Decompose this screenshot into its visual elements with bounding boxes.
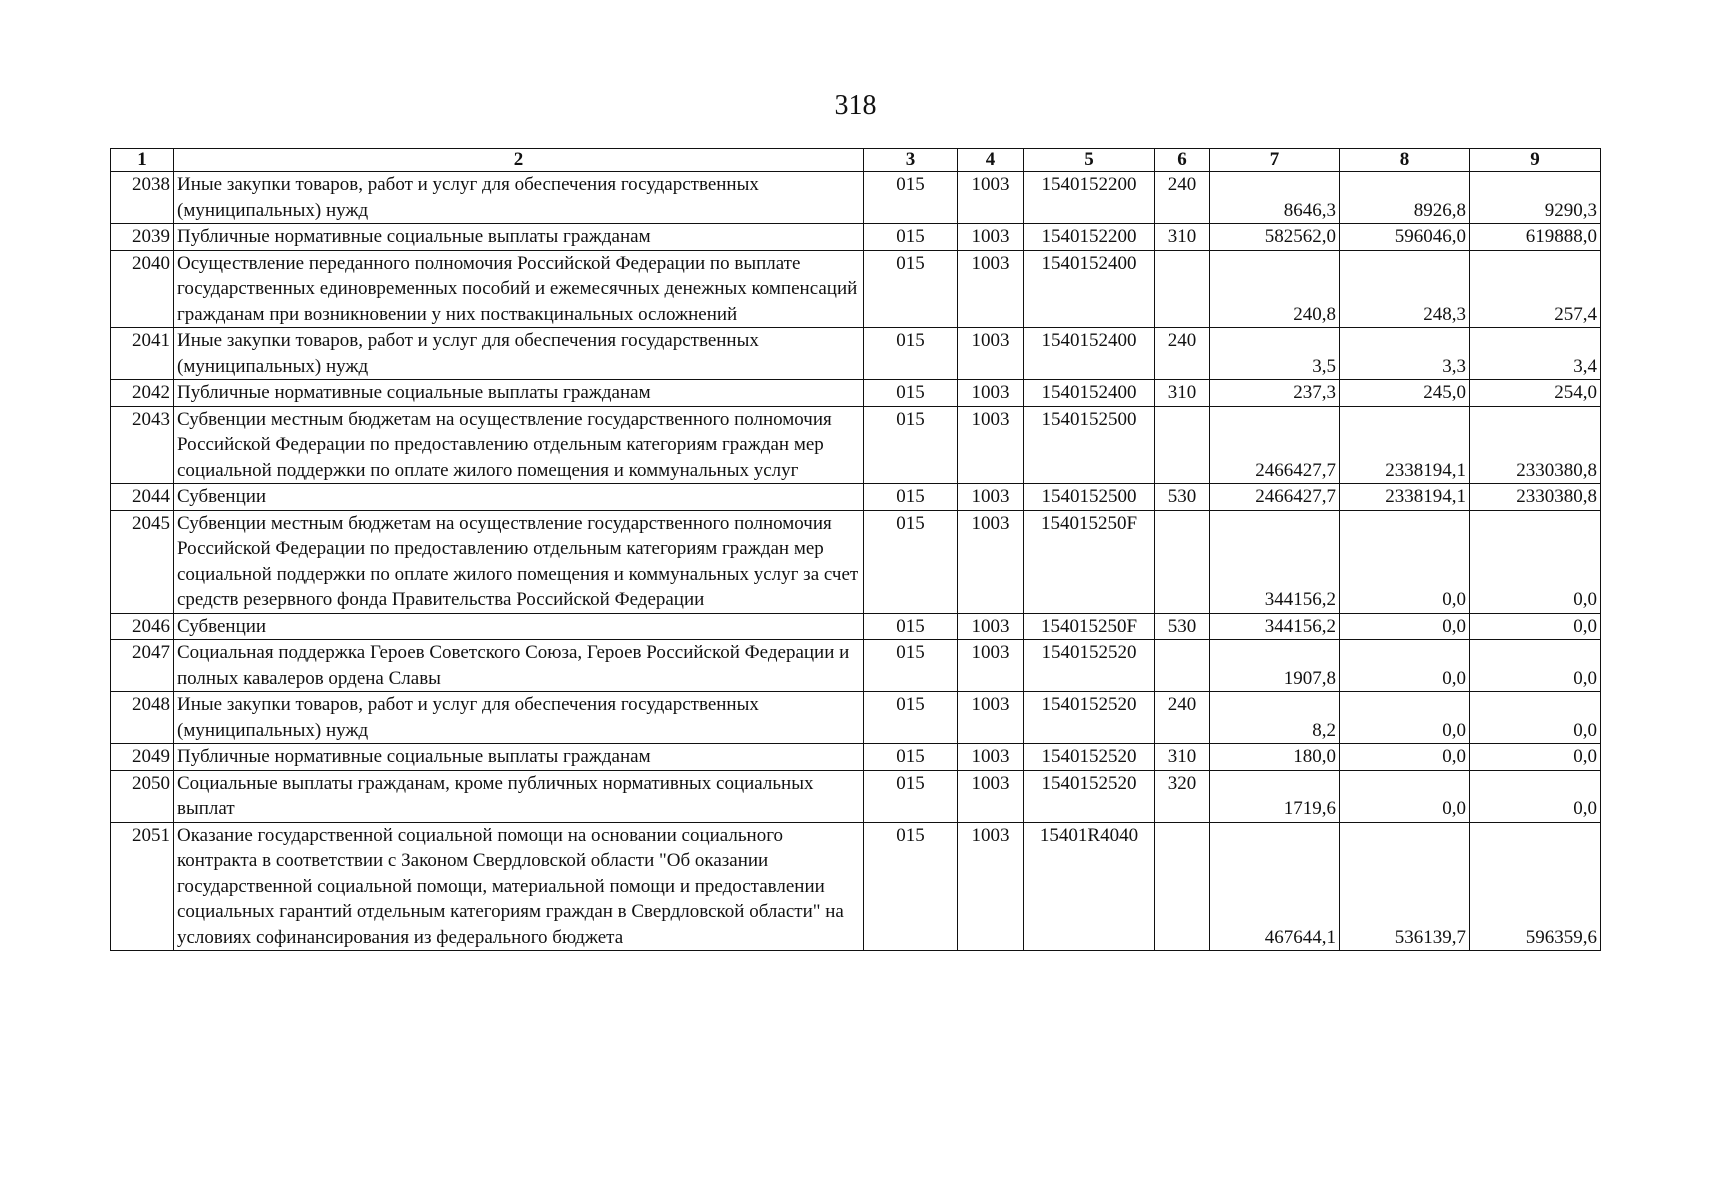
row-name: Субвенции xyxy=(174,484,864,511)
table-row xyxy=(111,744,1601,771)
column-header: 3 xyxy=(864,149,958,172)
section-code: 1003 xyxy=(958,406,1024,484)
amount-year-2: 245,0 xyxy=(1340,380,1470,407)
amount-year-2: 2338194,1 xyxy=(1340,406,1470,484)
table-row xyxy=(111,692,1601,744)
target-article-code: 1540152520 xyxy=(1024,770,1155,822)
column-header: 1 xyxy=(111,149,174,172)
amount-year-3: 0,0 xyxy=(1470,692,1601,744)
amount-year-2: 0,0 xyxy=(1340,692,1470,744)
table-row xyxy=(111,406,1601,484)
amount-year-1: 3,5 xyxy=(1210,328,1340,380)
section-code: 1003 xyxy=(958,172,1024,224)
target-article-code: 1540152400 xyxy=(1024,250,1155,328)
table-row xyxy=(111,822,1601,951)
table-row xyxy=(111,613,1601,640)
amount-year-1: 1907,8 xyxy=(1210,640,1340,692)
amount-year-2: 0,0 xyxy=(1340,640,1470,692)
ministry-code: 015 xyxy=(864,328,958,380)
expense-type-code xyxy=(1155,822,1210,951)
table-body xyxy=(111,172,1601,951)
expense-type-code: 530 xyxy=(1155,613,1210,640)
amount-year-2: 0,0 xyxy=(1340,770,1470,822)
column-header: 8 xyxy=(1340,149,1470,172)
column-header: 6 xyxy=(1155,149,1210,172)
table-row xyxy=(111,770,1601,822)
row-name: Осуществление переданного полномочия Российской Федерации по выплате государственных единовременных пособий и ежемесячных денежных компенсаций гражданам при возникновении у них поствакцинальных осложнений xyxy=(174,250,864,328)
target-article-code: 154015250F xyxy=(1024,613,1155,640)
table-row xyxy=(111,640,1601,692)
target-article-code: 1540152520 xyxy=(1024,744,1155,771)
row-number: 2044 xyxy=(111,484,174,511)
amount-year-3: 0,0 xyxy=(1470,640,1601,692)
row-number: 2038 xyxy=(111,172,174,224)
expense-type-code xyxy=(1155,640,1210,692)
expense-type-code: 240 xyxy=(1155,692,1210,744)
ministry-code: 015 xyxy=(864,224,958,251)
amount-year-3: 0,0 xyxy=(1470,613,1601,640)
target-article-code: 1540152400 xyxy=(1024,380,1155,407)
row-number: 2051 xyxy=(111,822,174,951)
table-row xyxy=(111,484,1601,511)
table-row xyxy=(111,510,1601,613)
amount-year-3: 0,0 xyxy=(1470,770,1601,822)
amount-year-2: 596046,0 xyxy=(1340,224,1470,251)
target-article-code: 1540152400 xyxy=(1024,328,1155,380)
amount-year-3: 3,4 xyxy=(1470,328,1601,380)
target-article-code: 1540152500 xyxy=(1024,406,1155,484)
ministry-code: 015 xyxy=(864,250,958,328)
amount-year-1: 8646,3 xyxy=(1210,172,1340,224)
section-code: 1003 xyxy=(958,692,1024,744)
amount-year-3: 257,4 xyxy=(1470,250,1601,328)
row-name: Субвенции xyxy=(174,613,864,640)
expense-type-code xyxy=(1155,406,1210,484)
amount-year-2: 2338194,1 xyxy=(1340,484,1470,511)
row-number: 2040 xyxy=(111,250,174,328)
target-article-code: 15401R4040 xyxy=(1024,822,1155,951)
row-name: Иные закупки товаров, работ и услуг для обеспечения государственных (муниципальных) нужд xyxy=(174,692,864,744)
section-code: 1003 xyxy=(958,510,1024,613)
target-article-code: 1540152500 xyxy=(1024,484,1155,511)
amount-year-3: 2330380,8 xyxy=(1470,484,1601,511)
row-number: 2042 xyxy=(111,380,174,407)
target-article-code: 1540152520 xyxy=(1024,640,1155,692)
amount-year-1: 1719,6 xyxy=(1210,770,1340,822)
column-header: 5 xyxy=(1024,149,1155,172)
row-name: Иные закупки товаров, работ и услуг для обеспечения государственных (муниципальных) нужд xyxy=(174,172,864,224)
expense-type-code: 310 xyxy=(1155,744,1210,771)
row-number: 2039 xyxy=(111,224,174,251)
amount-year-1: 2466427,7 xyxy=(1210,406,1340,484)
section-code: 1003 xyxy=(958,770,1024,822)
table-row xyxy=(111,172,1601,224)
ministry-code: 015 xyxy=(864,640,958,692)
table-row xyxy=(111,250,1601,328)
section-code: 1003 xyxy=(958,380,1024,407)
ministry-code: 015 xyxy=(864,692,958,744)
ministry-code: 015 xyxy=(864,406,958,484)
row-name: Оказание государственной социальной помощи на основании социального контракта в соответствии с Законом Свердловской области "Об оказании государственной социальной помощи, материальной помощи и предоставлении социальных гарантий отдельным категориям граждан в Свердловской области" на условиях софинансирования из федерального бюджета xyxy=(174,822,864,951)
row-name: Субвенции местным бюджетам на осуществление государственного полномочия Российской Федерации по предоставлению отдельным категориям граждан мер социальной поддержки по оплате жилого помещения и коммунальных услуг за счет средств резервного фонда Правительства Российской Федерации xyxy=(174,510,864,613)
expense-type-code: 240 xyxy=(1155,172,1210,224)
section-code: 1003 xyxy=(958,224,1024,251)
row-name: Публичные нормативные социальные выплаты гражданам xyxy=(174,224,864,251)
amount-year-1: 8,2 xyxy=(1210,692,1340,744)
amount-year-1: 344156,2 xyxy=(1210,613,1340,640)
target-article-code: 154015250F xyxy=(1024,510,1155,613)
target-article-code: 1540152200 xyxy=(1024,172,1155,224)
row-number: 2050 xyxy=(111,770,174,822)
target-article-code: 1540152520 xyxy=(1024,692,1155,744)
amount-year-2: 0,0 xyxy=(1340,744,1470,771)
amount-year-2: 0,0 xyxy=(1340,613,1470,640)
section-code: 1003 xyxy=(958,822,1024,951)
row-number: 2049 xyxy=(111,744,174,771)
amount-year-3: 619888,0 xyxy=(1470,224,1601,251)
table-row xyxy=(111,328,1601,380)
row-number: 2048 xyxy=(111,692,174,744)
section-code: 1003 xyxy=(958,744,1024,771)
amount-year-2: 248,3 xyxy=(1340,250,1470,328)
budget-table xyxy=(110,148,1601,951)
row-name: Публичные нормативные социальные выплаты гражданам xyxy=(174,380,864,407)
amount-year-3: 0,0 xyxy=(1470,510,1601,613)
amount-year-1: 237,3 xyxy=(1210,380,1340,407)
amount-year-3: 9290,3 xyxy=(1470,172,1601,224)
amount-year-1: 240,8 xyxy=(1210,250,1340,328)
row-number: 2046 xyxy=(111,613,174,640)
amount-year-3: 0,0 xyxy=(1470,744,1601,771)
amount-year-1: 180,0 xyxy=(1210,744,1340,771)
row-name: Субвенции местным бюджетам на осуществление государственного полномочия Российской Федерации по предоставлению отдельным категориям граждан мер социальной поддержки по оплате жилого помещения и коммунальных услуг xyxy=(174,406,864,484)
section-code: 1003 xyxy=(958,640,1024,692)
column-header: 7 xyxy=(1210,149,1340,172)
row-number: 2041 xyxy=(111,328,174,380)
row-name: Социальная поддержка Героев Советского Союза, Героев Российской Федерации и полных кавалеров ордена Славы xyxy=(174,640,864,692)
amount-year-2: 536139,7 xyxy=(1340,822,1470,951)
ministry-code: 015 xyxy=(864,380,958,407)
row-name: Иные закупки товаров, работ и услуг для обеспечения государственных (муниципальных) нужд xyxy=(174,328,864,380)
expense-type-code: 240 xyxy=(1155,328,1210,380)
expense-type-code: 310 xyxy=(1155,224,1210,251)
section-code: 1003 xyxy=(958,328,1024,380)
section-code: 1003 xyxy=(958,613,1024,640)
row-number: 2043 xyxy=(111,406,174,484)
amount-year-3: 254,0 xyxy=(1470,380,1601,407)
column-header: 4 xyxy=(958,149,1024,172)
section-code: 1003 xyxy=(958,250,1024,328)
amount-year-3: 2330380,8 xyxy=(1470,406,1601,484)
amount-year-1: 344156,2 xyxy=(1210,510,1340,613)
row-number: 2045 xyxy=(111,510,174,613)
header-row xyxy=(111,149,1601,172)
amount-year-3: 596359,6 xyxy=(1470,822,1601,951)
amount-year-2: 0,0 xyxy=(1340,510,1470,613)
row-name: Социальные выплаты гражданам, кроме публичных нормативных социальных выплат xyxy=(174,770,864,822)
amount-year-2: 8926,8 xyxy=(1340,172,1470,224)
column-header: 2 xyxy=(174,149,864,172)
amount-year-1: 2466427,7 xyxy=(1210,484,1340,511)
ministry-code: 015 xyxy=(864,484,958,511)
table-row xyxy=(111,380,1601,407)
amount-year-1: 467644,1 xyxy=(1210,822,1340,951)
row-number: 2047 xyxy=(111,640,174,692)
target-article-code: 1540152200 xyxy=(1024,224,1155,251)
page-number: 318 xyxy=(834,90,877,121)
ministry-code: 015 xyxy=(864,744,958,771)
ministry-code: 015 xyxy=(864,770,958,822)
ministry-code: 015 xyxy=(864,822,958,951)
amount-year-2: 3,3 xyxy=(1340,328,1470,380)
amount-year-1: 582562,0 xyxy=(1210,224,1340,251)
table-row xyxy=(111,224,1601,251)
ministry-code: 015 xyxy=(864,172,958,224)
row-name: Публичные нормативные социальные выплаты гражданам xyxy=(174,744,864,771)
ministry-code: 015 xyxy=(864,510,958,613)
expense-type-code xyxy=(1155,510,1210,613)
ministry-code: 015 xyxy=(864,613,958,640)
expense-type-code xyxy=(1155,250,1210,328)
section-code: 1003 xyxy=(958,484,1024,511)
expense-type-code: 530 xyxy=(1155,484,1210,511)
expense-type-code: 320 xyxy=(1155,770,1210,822)
column-header: 9 xyxy=(1470,149,1601,172)
expense-type-code: 310 xyxy=(1155,380,1210,407)
